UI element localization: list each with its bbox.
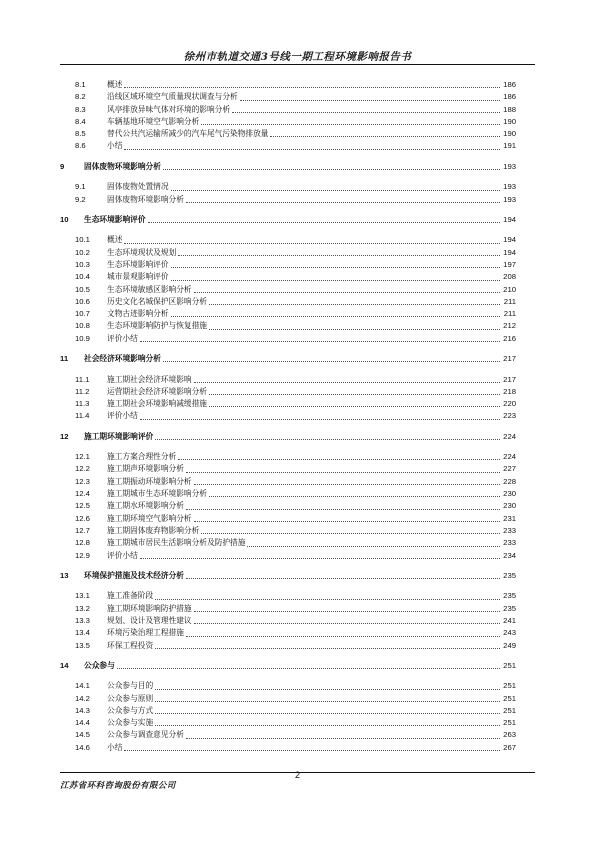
toc-dot-leader: [201, 124, 500, 125]
toc-entry-title: 公众参与目的: [107, 681, 154, 691]
toc-entry-page: 224: [503, 431, 516, 441]
toc-entry-title: 公众参与原则: [107, 693, 154, 703]
toc-entry-number: 12.7: [75, 525, 90, 535]
toc-entry-number: 12.2: [75, 464, 90, 474]
toc-entry-title: 施工期声环境影响分析: [107, 464, 184, 474]
toc-dot-leader: [186, 578, 500, 579]
toc-entry-number: 12.5: [75, 501, 90, 511]
toc-dot-leader: [155, 599, 500, 600]
toc-section-entry[interactable]: [60, 603, 516, 615]
toc-entry-page: 251: [503, 681, 516, 691]
toc-dot-leader: [140, 419, 500, 420]
header-divider: [60, 64, 535, 65]
toc-dot-leader: [155, 648, 500, 649]
toc-entry-number: 13.2: [75, 603, 90, 613]
toc-entry-page: 217: [503, 374, 516, 384]
toc-dot-leader: [232, 112, 500, 113]
toc-entry-page: 186: [503, 80, 516, 89]
toc-entry-title: 城市景观影响评价: [107, 272, 169, 282]
toc-entry-page: 211: [503, 296, 516, 306]
toc-dot-leader: [209, 329, 500, 330]
toc-chapter-entry[interactable]: [60, 214, 516, 226]
toc-dot-leader: [178, 255, 500, 256]
toc-entry-page: 233: [503, 525, 516, 535]
toc-dot-leader: [194, 292, 500, 293]
toc-section-entry[interactable]: [60, 234, 516, 246]
toc-entry-page: 193: [503, 194, 516, 204]
toc-entry-title: 生态环境影响防护与恢复措施: [107, 321, 207, 331]
toc-entry-number: 14.1: [75, 681, 90, 691]
toc-section-entry[interactable]: [60, 627, 516, 639]
document-header-title: 徐州市轨道交通3号线一期工程环境影响报告书: [183, 51, 412, 63]
toc-entry-number: 8.6: [75, 141, 86, 151]
toc-entry-page: 212: [503, 321, 516, 331]
toc-dot-leader: [194, 623, 500, 624]
toc-entry-number: 12.1: [75, 452, 90, 462]
toc-dot-leader: [270, 136, 500, 137]
page-number: 2: [294, 770, 300, 780]
toc-entry-title: 公众参与调查意见分析: [107, 730, 184, 740]
toc-dot-leader: [209, 406, 500, 407]
toc-entry-page: 188: [503, 104, 516, 114]
toc-chapter-entry[interactable]: [60, 570, 516, 582]
toc-section-entry[interactable]: [60, 271, 516, 283]
toc-entry-page: 197: [503, 259, 516, 269]
toc-entry-number: 10.1: [75, 235, 90, 245]
toc-entry-number: 13.1: [75, 591, 90, 601]
toc-dot-leader: [209, 304, 500, 305]
toc-entry-page: 193: [503, 161, 516, 171]
toc-entry-page: 235: [503, 570, 516, 580]
toc-section-entry[interactable]: [60, 717, 516, 729]
toc-entry-title: 固体废物环境影响分析: [107, 194, 184, 204]
toc-section-entry[interactable]: [60, 615, 516, 627]
toc-dot-leader: [124, 87, 500, 88]
toc-entry-title: 运营期社会经济环境影响分析: [107, 386, 207, 396]
toc-entry-page: 230: [503, 489, 516, 499]
toc-section-entry[interactable]: [60, 320, 516, 332]
toc-section-entry[interactable]: [60, 91, 516, 103]
toc-entry-page: 251: [503, 718, 516, 728]
toc-dot-leader: [117, 668, 500, 669]
toc-entry-title: 公众参与实施: [107, 718, 154, 728]
toc-entry-title: 施工期社会经济环境影响: [107, 374, 192, 384]
toc-entry-number: 8.2: [75, 92, 86, 102]
toc-entry-number: 8.1: [75, 80, 86, 89]
toc-entry-title: 施工准备阶段: [107, 591, 154, 601]
toc-section-entry[interactable]: [60, 463, 516, 475]
toc-entry-title: 固体废物处置情况: [107, 182, 169, 192]
toc-section-entry[interactable]: [60, 537, 516, 549]
toc-entry-page: 231: [503, 513, 516, 523]
toc-entry-page: 194: [503, 235, 516, 245]
toc-entry-page: 218: [503, 386, 516, 396]
footer-company-name: 江苏省环科咨询股份有限公司: [60, 781, 176, 791]
toc-entry-title: 环境污染治理工程措施: [107, 628, 184, 638]
toc-entry-number: 12.4: [75, 489, 90, 499]
toc-dot-leader: [209, 496, 500, 497]
toc-entry-title: 概述: [107, 235, 123, 245]
toc-section-entry[interactable]: [60, 398, 516, 410]
toc-section-entry[interactable]: [60, 729, 516, 741]
toc-dot-leader: [194, 611, 500, 612]
toc-entry-page: 193: [503, 182, 516, 192]
toc-entry-title: 生态环境影响评价: [107, 259, 169, 269]
toc-entry-title: 施工期振动环境影响分析: [107, 476, 192, 486]
toc-section-entry[interactable]: [60, 640, 516, 652]
toc-entry-title: 小结: [107, 742, 123, 752]
toc-entry-number: 12: [60, 431, 69, 441]
toc-entry-title: 施工期水环境影响分析: [107, 501, 184, 511]
toc-entry-page: 230: [503, 501, 516, 511]
toc-dot-leader: [240, 100, 500, 101]
toc-entry-title: 施工期社会环境影响减缓措施: [107, 399, 207, 409]
toc-entry-number: 8.3: [75, 104, 86, 114]
toc-entry-number: 11.1: [75, 374, 90, 384]
toc-entry-number: 14.2: [75, 693, 90, 703]
toc-entry-page: 210: [503, 284, 516, 294]
toc-entry-title: 环保工程投资: [107, 640, 154, 650]
toc-entry-number: 8.4: [75, 116, 86, 126]
toc-section-entry[interactable]: [60, 181, 516, 193]
toc-section-entry[interactable]: [60, 693, 516, 705]
toc-section-entry[interactable]: [60, 525, 516, 537]
toc-entry-page: 194: [503, 214, 516, 224]
toc-entry-page: 190: [503, 116, 516, 126]
toc-entry-title: 历史文化名城保护区影响分析: [107, 296, 207, 306]
toc-entry-number: 10.2: [75, 247, 90, 257]
toc-entry-title: 施工期环境影响评价: [84, 431, 154, 441]
toc-chapter-entry[interactable]: [60, 161, 516, 173]
toc-entry-page: 228: [503, 476, 516, 486]
toc-entry-page: 224: [503, 452, 516, 462]
toc-chapter-entry[interactable]: [60, 660, 516, 672]
toc-dot-leader: [155, 439, 500, 440]
toc-section-entry[interactable]: [60, 680, 516, 692]
toc-dot-leader: [247, 546, 500, 547]
toc-entry-title: 评价小结: [107, 550, 138, 560]
toc-dot-leader: [186, 738, 500, 739]
toc-section-entry[interactable]: [60, 742, 516, 754]
toc-section-entry[interactable]: [60, 140, 516, 152]
toc-entry-title: 固体废物环境影响分析: [84, 161, 161, 171]
toc-dot-leader: [186, 472, 500, 473]
toc-entry-number: 12.6: [75, 513, 90, 523]
toc-entry-page: 251: [503, 693, 516, 703]
toc-dot-leader: [209, 394, 500, 395]
toc-entry-title: 替代公共汽运输所减少的汽车尾气污染物排放量: [107, 129, 269, 139]
toc-section-entry[interactable]: [60, 104, 516, 116]
toc-dot-leader: [186, 509, 500, 510]
toc-section-entry[interactable]: [60, 247, 516, 259]
toc-entry-page: 241: [503, 615, 516, 625]
toc-section-entry[interactable]: [60, 333, 516, 345]
toc-entry-title: 评价小结: [107, 411, 138, 421]
toc-dot-leader: [140, 341, 500, 342]
toc-dot-leader: [124, 149, 500, 150]
toc-entry-page: 190: [503, 129, 516, 139]
toc-entry-number: 14.6: [75, 742, 90, 752]
toc-dot-leader: [155, 713, 500, 714]
toc-dot-leader: [163, 361, 500, 362]
toc-dot-leader: [171, 267, 500, 268]
toc-entry-number: 9: [60, 161, 65, 171]
toc-dot-leader: [194, 382, 500, 383]
toc-dot-leader: [171, 190, 500, 191]
toc-section-entry[interactable]: [60, 79, 516, 91]
toc-entry-number: 14.5: [75, 730, 90, 740]
toc-entry-page: 191: [503, 141, 516, 151]
toc-dot-leader: [171, 280, 500, 281]
toc-entry-title: 风亭排放异味气体对环境的影响分析: [107, 104, 231, 114]
toc-entry-number: 9.2: [75, 194, 86, 204]
toc-dot-leader: [186, 202, 500, 203]
toc-entry-number: 11.4: [75, 411, 90, 421]
toc-entry-title: 施工方案合理性分析: [107, 452, 177, 462]
toc-dot-leader: [194, 521, 500, 522]
toc-entry-page: 223: [503, 411, 516, 421]
toc-section-entry[interactable]: [60, 488, 516, 500]
toc-entry-title: 评价小结: [107, 333, 138, 343]
toc-entry-page: 227: [503, 464, 516, 474]
toc-entry-page: 234: [503, 550, 516, 560]
toc-chapter-entry[interactable]: [60, 431, 516, 443]
toc-entry-number: 13: [60, 570, 69, 580]
toc-entry-number: 10.9: [75, 333, 90, 343]
toc-dot-leader: [194, 484, 500, 485]
toc-dot-leader: [124, 243, 500, 244]
toc-section-entry[interactable]: [60, 259, 516, 271]
toc-section-entry[interactable]: [60, 374, 516, 386]
toc-entry-title: 规划、设计及管理性建议: [107, 615, 192, 625]
toc-dot-leader: [171, 316, 500, 317]
toc-entry-title: 施工期城市生态环境影响分析: [107, 489, 207, 499]
toc-section-entry[interactable]: [60, 550, 516, 562]
toc-entry-title: 公众参与方式: [107, 705, 154, 715]
toc-entry-page: 249: [503, 640, 516, 650]
toc-entry-number: 10.6: [75, 296, 90, 306]
toc-dot-leader: [155, 725, 500, 726]
toc-entry-page: 251: [503, 705, 516, 715]
toc-dot-leader: [155, 701, 500, 702]
toc-entry-page: 216: [503, 333, 516, 343]
toc-section-entry[interactable]: [60, 410, 516, 422]
toc-entry-title: 文物古迹影响分析: [107, 309, 169, 319]
toc-section-entry[interactable]: [60, 476, 516, 488]
toc-entry-title: 施工期城市居民生活影响分析及防护措施: [107, 538, 246, 548]
toc-entry-number: 10.4: [75, 272, 90, 282]
toc-entry-number: 12.3: [75, 476, 90, 486]
toc-section-entry[interactable]: [60, 451, 516, 463]
toc-entry-number: 12.8: [75, 538, 90, 548]
toc-entry-title: 生态环境影响评价: [84, 214, 146, 224]
toc-dot-leader: [124, 750, 500, 751]
toc-dot-leader: [155, 689, 500, 690]
toc-entry-page: 220: [503, 399, 516, 409]
toc-entry-page: 235: [503, 591, 516, 601]
toc-dot-leader: [186, 636, 500, 637]
toc-section-entry[interactable]: [60, 386, 516, 398]
toc-entry-title: 施工期环境空气影响分析: [107, 513, 192, 523]
toc-entry-number: 14.3: [75, 705, 90, 715]
toc-entry-number: 12.9: [75, 550, 90, 560]
toc-section-entry[interactable]: [60, 590, 516, 602]
toc-dot-leader: [140, 558, 500, 559]
toc-entry-number: 14: [60, 660, 69, 670]
toc-entry-page: 243: [503, 628, 516, 638]
toc-dot-leader: [178, 459, 500, 460]
toc-entry-number: 10.8: [75, 321, 90, 331]
toc-entry-title: 小结: [107, 141, 123, 151]
toc-entry-number: 10: [60, 214, 69, 224]
toc-entry-title: 施工期环境影响防护措施: [107, 603, 192, 613]
toc-entry-title: 车辆基地环境空气影响分析: [107, 116, 200, 126]
table-of-contents: [60, 79, 516, 754]
toc-dot-leader: [163, 169, 500, 170]
toc-entry-page: 211: [503, 309, 516, 319]
toc-entry-page: 194: [503, 247, 516, 257]
toc-dot-leader: [201, 533, 500, 534]
toc-entry-title: 公众参与: [84, 660, 115, 670]
toc-entry-title: 环境保护措施及技术经济分析: [84, 570, 184, 580]
toc-entry-title: 沿线区域环境空气质量现状调查与分析: [107, 92, 238, 102]
toc-entry-page: 263: [503, 730, 516, 740]
toc-section-entry[interactable]: [60, 500, 516, 512]
toc-entry-number: 10.3: [75, 259, 90, 269]
toc-entry-title: 概述: [107, 80, 123, 89]
toc-entry-title: 生态环境敏感区影响分析: [107, 284, 192, 294]
toc-section-entry[interactable]: [60, 296, 516, 308]
toc-entry-page: 233: [503, 538, 516, 548]
toc-entry-page: 251: [503, 660, 516, 670]
toc-section-entry[interactable]: [60, 284, 516, 296]
toc-entry-page: 208: [503, 272, 516, 282]
toc-entry-number: 10.5: [75, 284, 90, 294]
toc-entry-number: 13.4: [75, 628, 90, 638]
toc-chapter-entry[interactable]: [60, 353, 516, 365]
toc-entry-page: 186: [503, 92, 516, 102]
toc-entry-number: 9.1: [75, 182, 86, 192]
toc-section-entry[interactable]: [60, 513, 516, 525]
toc-entry-number: 11.2: [75, 386, 90, 396]
toc-entry-page: 267: [503, 742, 516, 752]
toc-section-entry[interactable]: [60, 705, 516, 717]
toc-entry-title: 生态环境现状及规划: [107, 247, 177, 257]
toc-entry-number: 14.4: [75, 718, 90, 728]
toc-entry-title: 社会经济环境影响分析: [84, 354, 161, 364]
toc-section-entry[interactable]: [60, 308, 516, 320]
toc-section-entry[interactable]: [60, 194, 516, 206]
toc-dot-leader: [148, 222, 500, 223]
toc-section-entry[interactable]: [60, 116, 516, 128]
toc-entry-number: 13.3: [75, 615, 90, 625]
toc-section-entry[interactable]: [60, 128, 516, 140]
toc-entry-title: 施工期固体废弃物影响分析: [107, 525, 200, 535]
toc-entry-page: 217: [503, 354, 516, 364]
toc-entry-number: 11.3: [75, 399, 90, 409]
toc-entry-number: 13.5: [75, 640, 90, 650]
toc-entry-number: 8.5: [75, 129, 86, 139]
toc-entry-page: 235: [503, 603, 516, 613]
toc-entry-number: 10.7: [75, 309, 90, 319]
toc-entry-number: 11: [60, 354, 69, 364]
